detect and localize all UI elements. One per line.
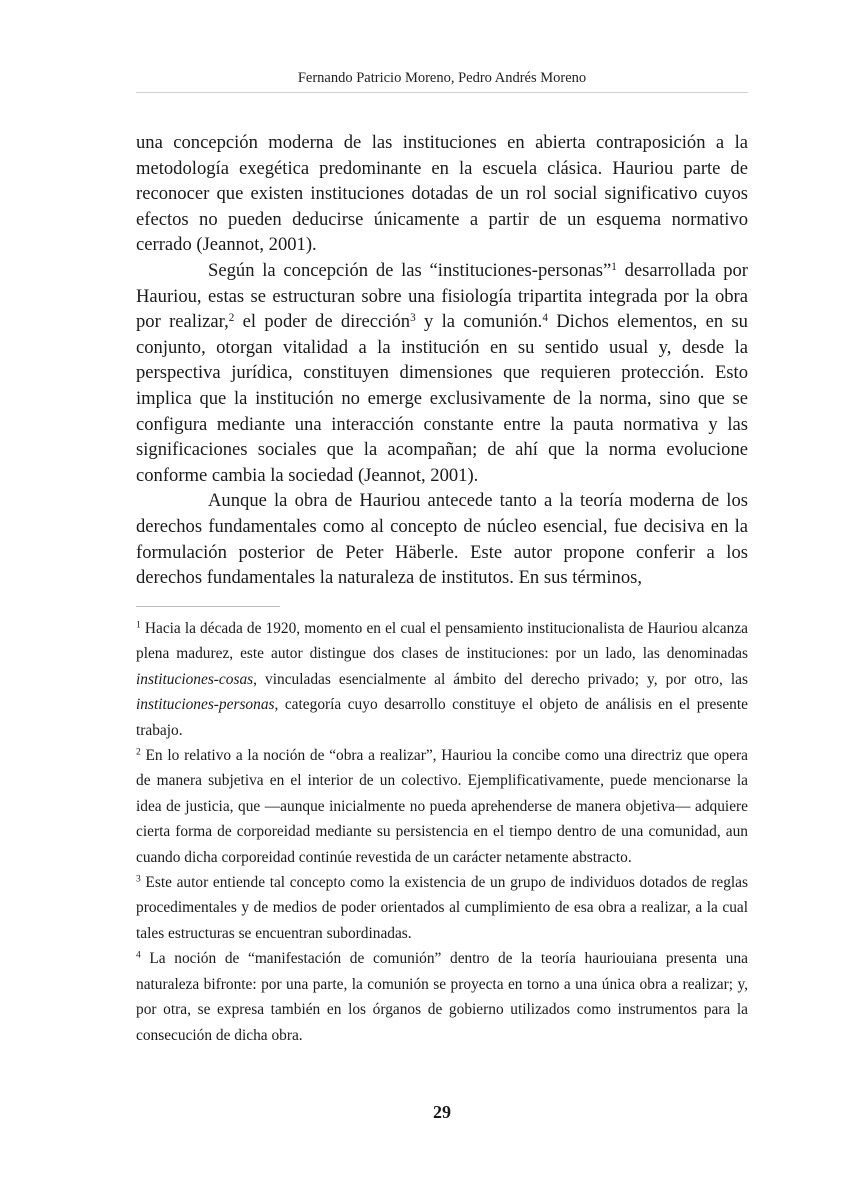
footnote-1-text-a: Hacia la década de 1920, momento en el cual el pensamiento institucionalista de Hauriou alcanza plena madurez, este autor distingue dos clases de instituciones: por un lado, las denominadas [136,620,748,663]
paragraph-2-text-2: desarrollada por Hauriou, estas se estructuran sobre una fisiología tripartita integrada por la obra por realizar, [136,259,749,333]
footnote-1-text-c: , categoría cuyo desarrollo constituye el objeto de análisis en el presente trabajo. [136,696,748,739]
footnote-ref-1: 1 [611,260,617,273]
footnote-1-number: 1 [136,619,141,631]
footnote-1-term-personas: instituciones-personas [136,696,275,714]
footnote-3 [136,870,748,946]
paragraph-2-text-4: y la comunión. [415,311,543,333]
footnote-3-number: 3 [136,873,141,885]
footnote-ref-3: 3 [410,312,416,325]
paragraph-2-text-1: Según la concepción de las “instituciones-personas” [208,259,612,281]
paragraph-2-text-3: el poder de dirección [234,311,411,333]
main-text [136,130,748,591]
footnote-rule [136,606,280,607]
footnote-1-text-b: , vinculadas esencialmente al ámbito del derecho privado; y, por otro, las [253,670,748,688]
header-rule [136,92,748,93]
footnote-ref-4: 4 [542,312,548,325]
running-header: Fernando Patricio Moreno, Pedro Andrés Moreno [297,70,587,86]
footnote-4 [136,946,748,1048]
paragraph-1: una concepción moderna de las instituciones en abierta contraposición a la metodología exegética predominante en la escuela clásica. Hauriou parte de reconocer que existen instituciones dotadas de un rol social significativo cuyos efectos no pueden deducirse únicamente a partir de un esquema normativo cerrado (Jeannot, 2001). [136,132,748,256]
footnote-ref-2: 2 [228,312,235,325]
paragraph-2 [136,258,748,488]
footnote-1-term-cosas: instituciones-cosas [136,670,254,688]
footnote-2-number: 2 [136,746,141,758]
footnotes [136,616,748,1048]
footnote-1 [136,616,748,743]
footnote-2-text: En lo relativo a la noción de “obra a realizar”, Hauriou la concibe como una directriz que opera de manera subjetiva en el interior de un colectivo. Ejemplificativamente, puede mencionarse la idea de justicia, que —aunque inicialmente no pueda aprehenderse de manera objetiva— adquiere cierta forma de corporeidad mediante su persistencia en el tiempo dentro de una comunidad, aun cuando dicha corporeidad continúe revestida de un carácter netamente abstracto. [136,747,748,866]
footnote-4-text: La noción de “manifestación de comunión” dentro de la teoría hauriouiana presenta una naturaleza bifronte: por una parte, la comunión se proyecta en torno a una única obra a realizar; y, por otra, se expresa también en los órganos de gobierno utilizados como instrumentos para la consecución de dicha obra. [136,950,748,1044]
footnote-2 [136,743,748,870]
paragraph-2-text-5: Dichos elementos, en su conjunto, otorgan vitalidad a la institución en su sentido usual y, desde la perspectiva jurídica, constituyen dimensiones que requieren protección. Esto implica que la institución no emerge exclusivamente de la norma, sino que se configura mediante una interacción constante entre la pauta normativa y las significaciones sociales que la acompañan; de ahí que la norma evolucione conforme cambia la sociedad (Jeannot, 2001). [136,311,748,486]
footnote-3-text: Este autor entiende tal concepto como la existencia de un grupo de individuos dotados de reglas procedimentales y de medios de poder orientados al cumplimiento de esa obra a realizar, a la cual tales estructuras se encuentran subordinadas. [136,874,748,942]
paragraph-3: Aunque la obra de Hauriou antecede tanto a la teoría moderna de los derechos fundamentales como al concepto de núcleo esencial, fue decisiva en la formulación posterior de Peter Häberle. Este autor propone conferir a los derechos fundamentales la naturaleza de institutos. En sus términos, [136,490,748,589]
page-number: 29 [433,1102,451,1122]
footnote-4-number: 4 [136,949,141,961]
